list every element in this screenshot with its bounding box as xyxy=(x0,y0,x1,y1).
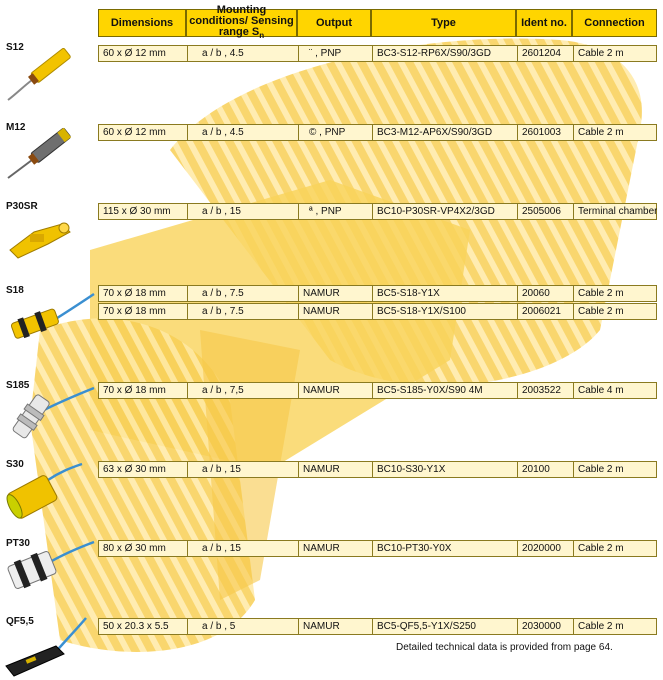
p30sr-sensor-image xyxy=(4,210,76,260)
sensor-label-m12: M12 xyxy=(6,122,26,133)
cell-ident: 2003522 xyxy=(522,385,561,396)
cell-mounting: a / b , 7,5 xyxy=(202,385,244,396)
cell-ident: 2601204 xyxy=(522,48,561,59)
cell-connection: Cable 2 m xyxy=(578,288,624,299)
cell-mounting: a / b , 4.5 xyxy=(202,127,244,138)
s18-sensor-image xyxy=(4,290,96,346)
s12-sensor-image xyxy=(4,42,76,104)
header-output: Output xyxy=(297,9,371,37)
table-row xyxy=(98,540,657,557)
cell-ident: 2020000 xyxy=(522,543,561,554)
table-row xyxy=(98,303,657,320)
header-mounting-subscript: n xyxy=(259,31,265,41)
cell-ident: 20100 xyxy=(522,464,550,475)
cell-mounting: a / b , 7.5 xyxy=(202,306,244,317)
cell-dimensions: 70 x Ø 18 mm xyxy=(103,385,166,396)
table-row xyxy=(98,124,657,141)
cell-ident: 2505006 xyxy=(522,206,561,217)
cell-dimensions: 60 x Ø 12 mm xyxy=(103,127,166,138)
cell-mounting: a / b , 15 xyxy=(202,464,241,475)
sensor-label-s18: S18 xyxy=(6,285,24,296)
cell-output: ª , PNP xyxy=(309,206,342,217)
cell-output: NAMUR xyxy=(303,385,340,396)
cell-mounting: a / b , 15 xyxy=(202,206,241,217)
m12-sensor-image xyxy=(4,122,76,182)
cell-connection: Cable 2 m xyxy=(578,306,624,317)
cell-type: BC5-QF5,5-Y1X/S250 xyxy=(377,621,476,632)
table-row xyxy=(98,285,657,302)
cell-type: BC5-S18-Y1X xyxy=(377,288,440,299)
header-dimensions: Dimensions xyxy=(98,9,186,37)
cell-dimensions: 50 x 20.3 x 5.5 xyxy=(103,621,169,632)
cell-dimensions: 60 x Ø 12 mm xyxy=(103,48,166,59)
cell-connection: Cable 2 m xyxy=(578,48,624,59)
cell-dimensions: 70 x Ø 18 mm xyxy=(103,288,166,299)
table-row xyxy=(98,618,657,635)
table-row xyxy=(98,45,657,62)
header-connection: Connection xyxy=(572,9,657,37)
cell-mounting: a / b , 15 xyxy=(202,543,241,554)
sensor-label-qf55: QF5,5 xyxy=(6,616,34,627)
cell-mounting: a / b , 5 xyxy=(202,621,236,632)
header-mounting xyxy=(186,3,297,41)
table-row xyxy=(98,382,657,399)
cell-dimensions: 115 x Ø 30 mm xyxy=(103,206,171,217)
cell-ident: 2030000 xyxy=(522,621,561,632)
table-row xyxy=(98,203,657,220)
cell-dimensions: 70 x Ø 18 mm xyxy=(103,306,166,317)
cell-output: © , PNP xyxy=(309,127,346,138)
s185-sensor-image xyxy=(4,382,96,444)
cell-connection: Cable 2 m xyxy=(578,621,624,632)
sensor-label-s30: S30 xyxy=(6,459,24,470)
cell-output: NAMUR xyxy=(303,306,340,317)
header-mounting-label: Mounting conditions/ Sensing range $S_n$ xyxy=(189,3,294,41)
qf55-sensor-image xyxy=(4,614,94,678)
footnote: Detailed technical data is provided from page 64. xyxy=(396,642,613,653)
cell-output: ¨ , PNP xyxy=(309,48,342,59)
pt30-sensor-image xyxy=(4,538,96,590)
cell-output: NAMUR xyxy=(303,288,340,299)
header-ident: Ident no. xyxy=(516,9,572,37)
cell-type: BC5-S185-Y0X/S90 4M xyxy=(377,385,483,396)
cell-connection: Cable 2 m xyxy=(578,127,624,138)
s30-sensor-image xyxy=(4,462,84,520)
cell-dimensions: 80 x Ø 30 mm xyxy=(103,543,166,554)
cell-type: BC10-S30-Y1X xyxy=(377,464,446,475)
sensor-label-s12: S12 xyxy=(6,42,24,53)
cell-connection: Cable 2 m xyxy=(578,543,624,554)
cell-output: NAMUR xyxy=(303,464,340,475)
sensor-label-pt30: PT30 xyxy=(6,538,30,549)
cell-type: BC10-P30SR-VP4X2/3GD xyxy=(377,206,495,217)
cell-dimensions: 63 x Ø 30 mm xyxy=(103,464,166,475)
cell-type: BC10-PT30-Y0X xyxy=(377,543,452,554)
cell-type: BC3-M12-AP6X/S90/3GD xyxy=(377,127,493,138)
cell-connection: Cable 2 m xyxy=(578,464,624,475)
header-type: Type xyxy=(371,9,516,37)
cell-mounting: a / b , 7.5 xyxy=(202,288,244,299)
cell-connection: Cable 4 m xyxy=(578,385,624,396)
cell-ident: 2006021 xyxy=(522,306,561,317)
cell-ident: 20060 xyxy=(522,288,550,299)
sensor-label-s185: S185 xyxy=(6,380,30,391)
table-row xyxy=(98,461,657,478)
cell-connection: Terminal chamber xyxy=(578,206,657,217)
cell-output: NAMUR xyxy=(303,621,340,632)
cell-type: BC5-S18-Y1X/S100 xyxy=(377,306,466,317)
cell-type: BC3-S12-RP6X/S90/3GD xyxy=(377,48,491,59)
cell-ident: 2601003 xyxy=(522,127,561,138)
sensor-label-p30sr: P30SR xyxy=(6,201,38,212)
cell-output: NAMUR xyxy=(303,543,340,554)
cell-mounting: a / b , 4.5 xyxy=(202,48,244,59)
